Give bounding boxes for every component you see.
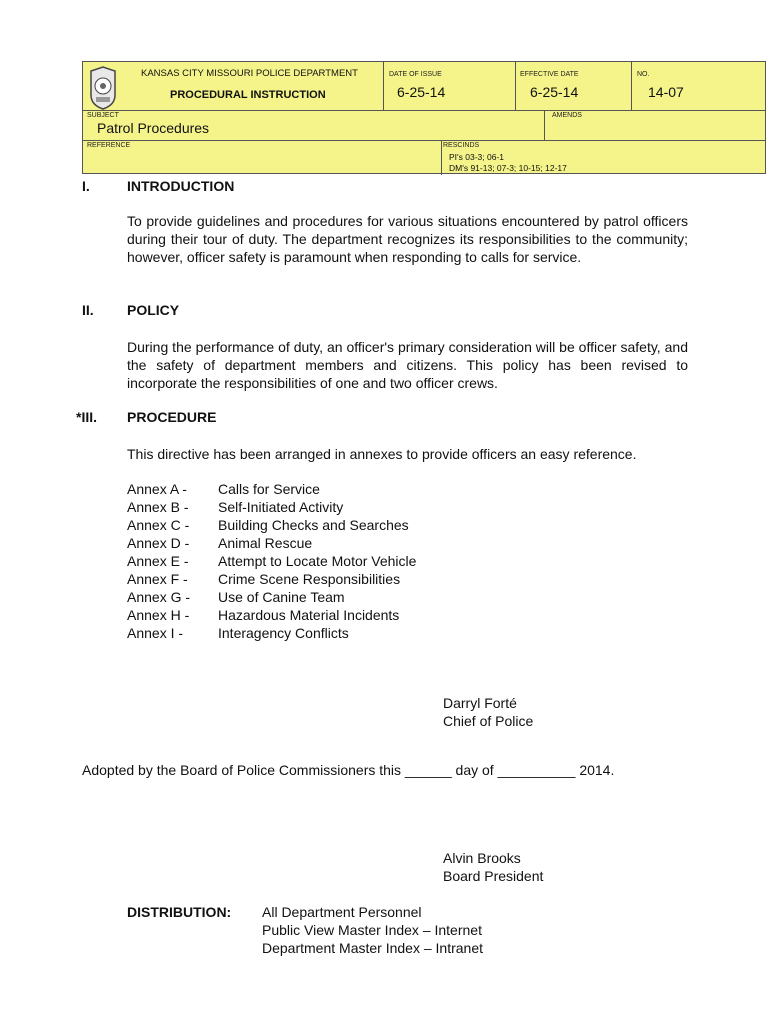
department-name: KANSAS CITY MISSOURI POLICE DEPARTMENT — [141, 68, 358, 79]
annex-title: Crime Scene Responsibilities — [218, 571, 401, 587]
section-title-policy: POLICY — [127, 302, 180, 318]
policy-text: During the performance of duty, an officer's primary consideration will be officer safety, and the safety of department members and citizens. This policy has been revised to incorporate the responsibilities of one and two officer crews. — [127, 339, 688, 391]
annex-title: Calls for Service — [218, 481, 320, 497]
section-number: I. — [82, 178, 90, 194]
annex-label: Annex I - — [127, 625, 184, 641]
list-item — [127, 624, 416, 642]
list-item — [127, 534, 416, 552]
rescinds-line-2: DM's 91-13; 07-3; 10-15; 12-17 — [449, 163, 567, 173]
subject-value: Patrol Procedures — [97, 120, 210, 136]
list-item — [127, 498, 416, 516]
document-type: PROCEDURAL INSTRUCTION — [170, 89, 326, 101]
annex-title: Interagency Conflicts — [218, 625, 349, 641]
document-header — [82, 61, 766, 174]
number-label: NO. — [637, 71, 650, 78]
section-title-procedure: PROCEDURE — [127, 409, 217, 425]
annex-title: Animal Rescue — [218, 535, 313, 551]
annex-label: Annex E - — [127, 553, 189, 569]
list-item — [127, 606, 416, 624]
distribution-item: Department Master Index – Intranet — [262, 940, 483, 956]
annex-title: Building Checks and Searches — [218, 517, 409, 533]
list-item — [127, 570, 416, 588]
chief-title: Chief of Police — [443, 713, 534, 729]
annex-title: Use of Canine Team — [218, 589, 345, 605]
president-name: Alvin Brooks — [443, 850, 521, 866]
annex-title: Attempt to Locate Motor Vehicle — [218, 553, 417, 569]
police-seal-icon — [87, 65, 119, 111]
annex-label: Annex D - — [127, 535, 190, 551]
date-of-issue: 6-25-14 — [397, 84, 446, 100]
annex-label: Annex A - — [127, 481, 187, 497]
annex-title: Self-Initiated Activity — [218, 499, 344, 515]
chief-name: Darryl Forté — [443, 695, 517, 711]
distribution-label: DISTRIBUTION: — [127, 904, 232, 920]
subject-label: SUBJECT — [87, 112, 119, 119]
reference-label: REFERENCE — [87, 142, 131, 149]
introduction-text: To provide guidelines and procedures for various situations encountered by patrol officers during their tour of duty. The department recognizes its responsibilities to the community; however, officer safety is paramount when responding to calls for service. — [127, 213, 688, 265]
list-item — [127, 480, 416, 498]
president-title: Board President — [443, 868, 544, 884]
rescinds-line-1: PI's 03-3; 06-1 — [449, 152, 505, 162]
section-number: *III. — [76, 409, 98, 425]
list-item — [127, 552, 416, 570]
distribution-item: Public View Master Index – Internet — [262, 922, 482, 938]
effective-date-label: EFFECTIVE DATE — [520, 71, 579, 78]
rescinds-label: RESCINDS — [443, 142, 480, 149]
document-number: 14-07 — [648, 84, 684, 100]
distribution-item: All Department Personnel — [262, 904, 422, 920]
section-title-introduction: INTRODUCTION — [127, 178, 235, 194]
annex-label: Annex H - — [127, 607, 190, 623]
annex-label: Annex G - — [127, 589, 191, 605]
date-of-issue-label: DATE OF ISSUE — [389, 71, 442, 78]
annex-title: Hazardous Material Incidents — [218, 607, 400, 623]
annex-label: Annex F - — [127, 571, 188, 587]
amends-label: AMENDS — [552, 112, 582, 119]
list-item — [127, 516, 416, 534]
list-item — [127, 588, 416, 606]
section-number: II. — [82, 302, 94, 318]
effective-date: 6-25-14 — [530, 84, 579, 100]
annex-label: Annex B - — [127, 499, 189, 515]
annex-label: Annex C - — [127, 517, 190, 533]
adoption-statement: Adopted by the Board of Police Commissioners this ______ day of __________ 2014. — [82, 762, 615, 778]
annex-list — [127, 480, 416, 642]
procedure-text: This directive has been arranged in annexes to provide officers an easy reference. — [127, 446, 637, 462]
